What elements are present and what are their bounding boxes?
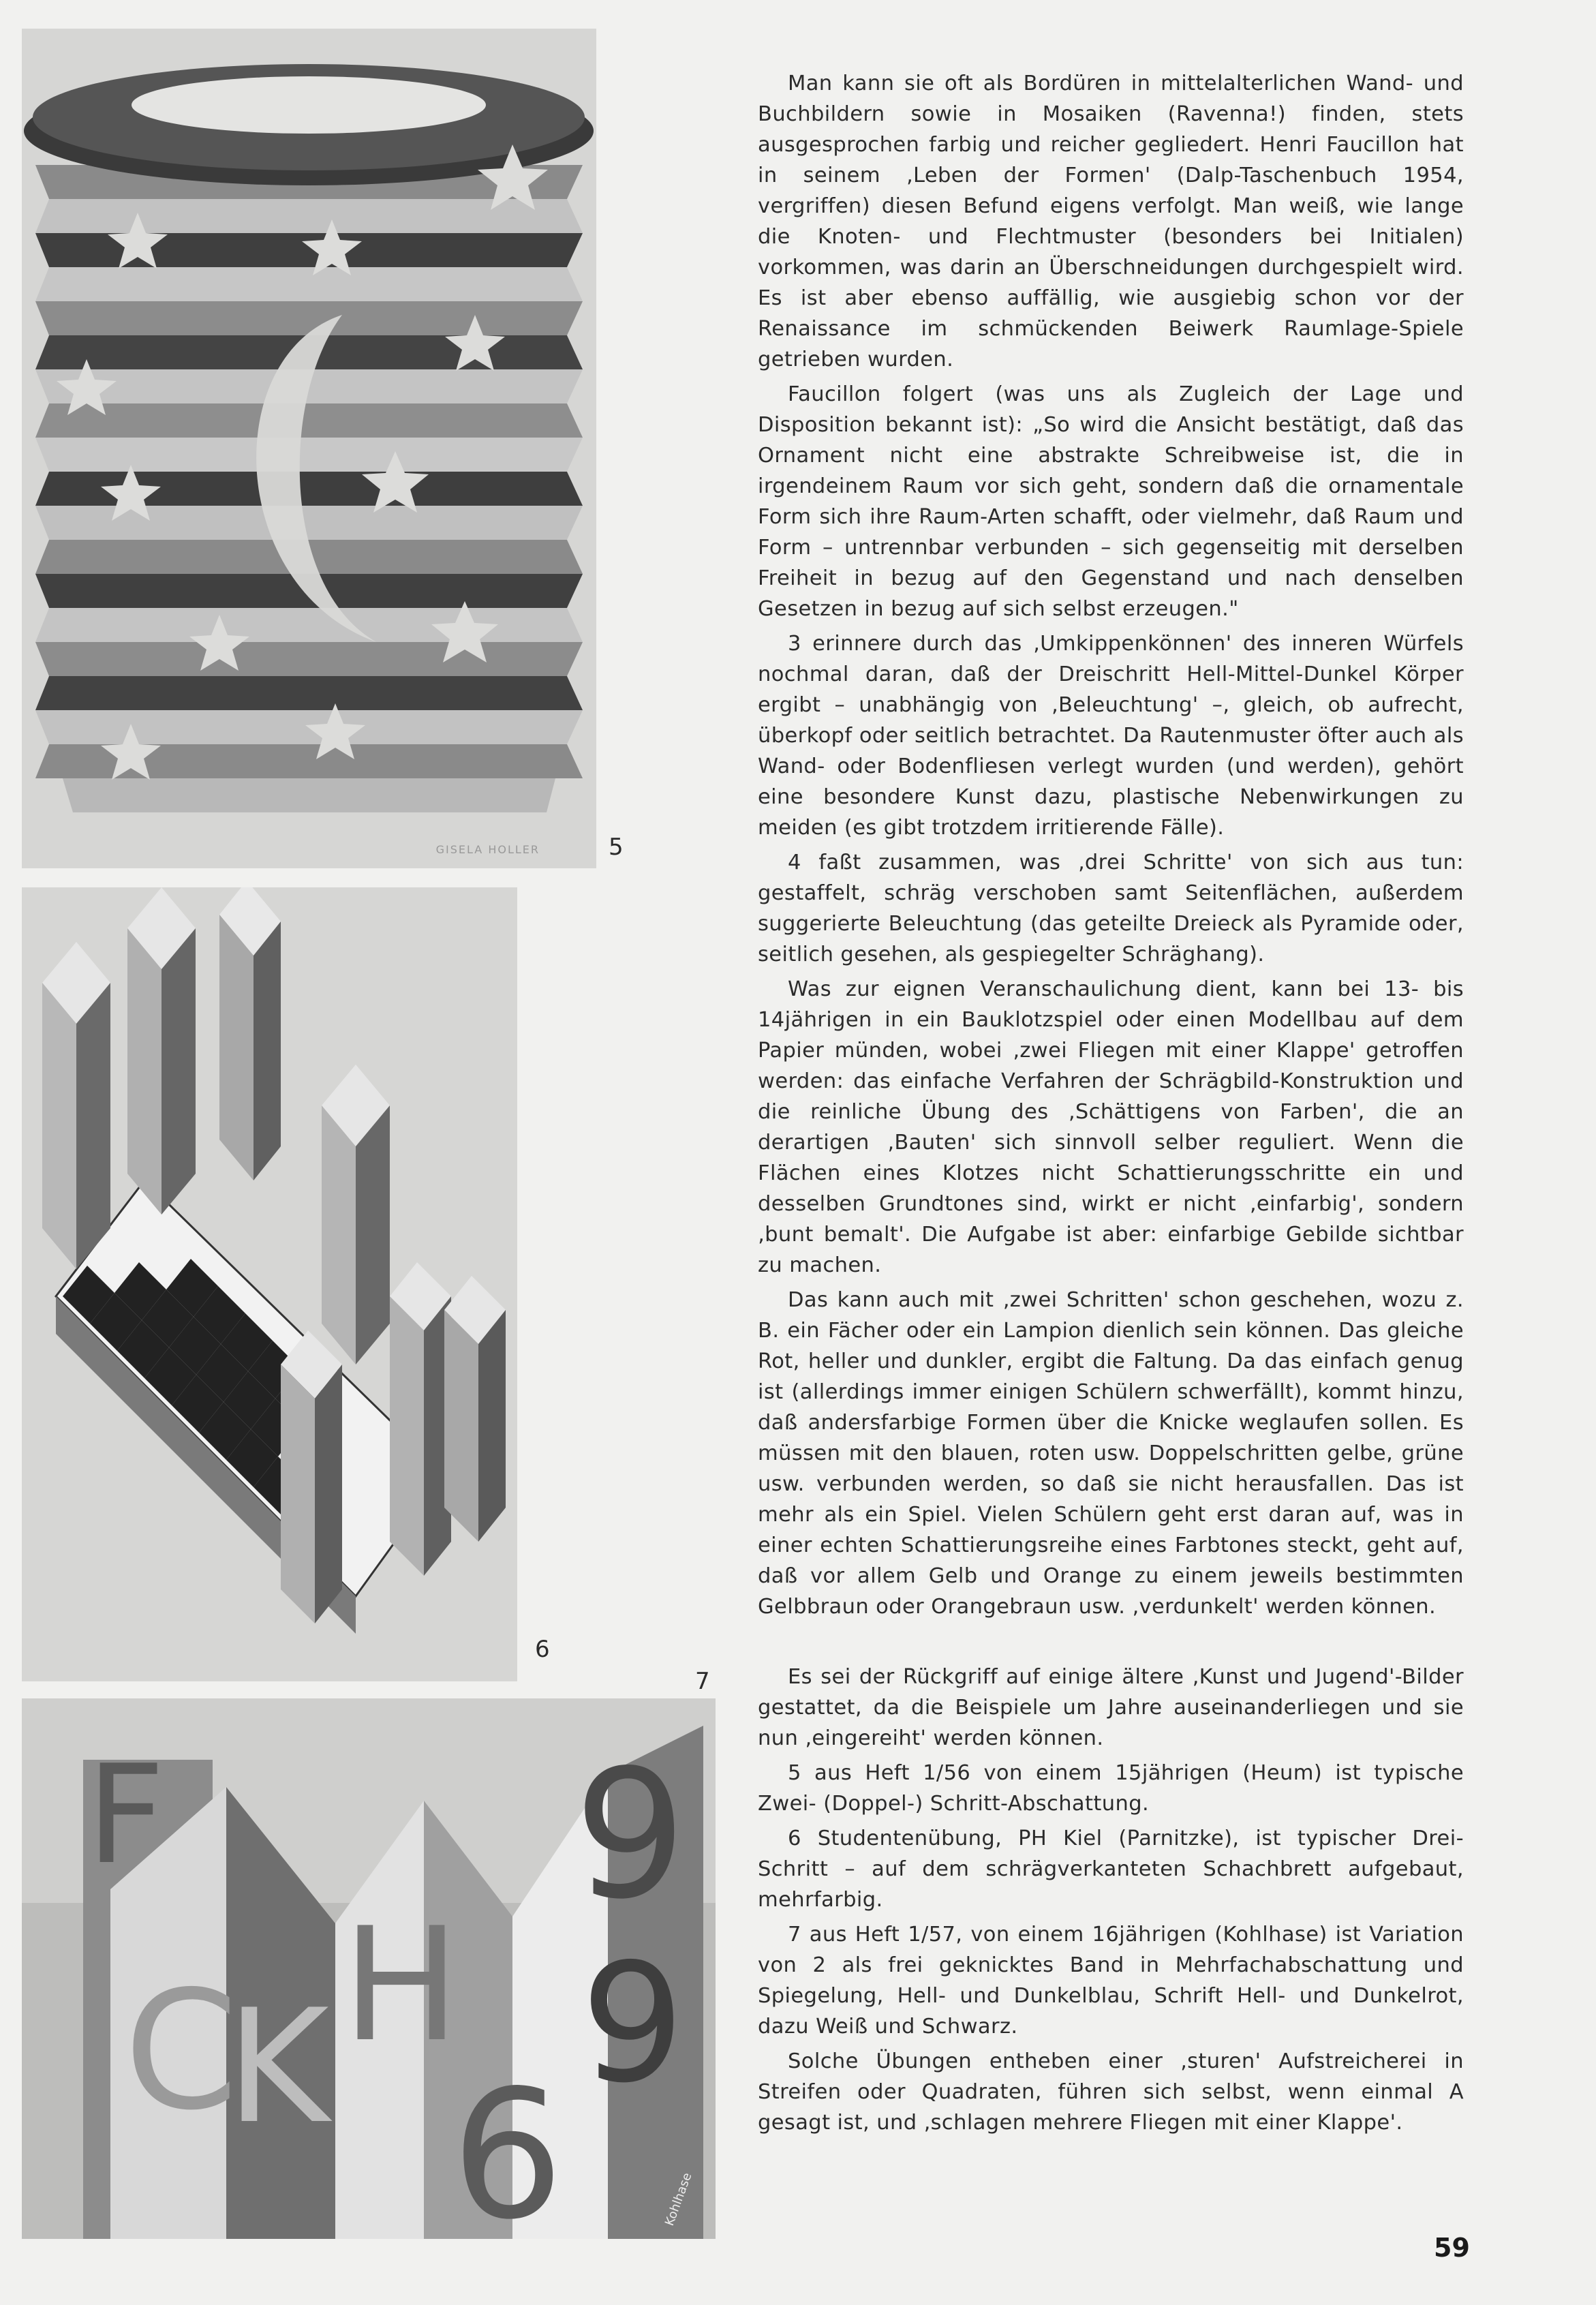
letter-h: H xyxy=(342,1895,460,2077)
checkerboard-illustration xyxy=(22,887,517,1681)
figure-6-number: 6 xyxy=(535,1636,550,1663)
figure-5-lampion xyxy=(22,29,596,868)
paragraph-11: Solche Übungen entheben einer ‚sturen' Aufstreicherei in Streifen oder Quadraten, führen sich selbst, wenn einmal A gesagt ist, und ‚schlagen mehrere Fliegen mit einer Klappe'. xyxy=(758,2049,1464,2135)
letter-k: K xyxy=(226,1976,329,2158)
paragraph-9: 6 Studentenübung, PH Kiel (Parnitzke), ist typischer Drei-Schritt – auf dem schrägverkanteten Schachbrett aufgebaut, mehrfarbig. xyxy=(758,1827,1464,1912)
figure-5-signature: GISELA HOLLER xyxy=(435,843,540,856)
digit-6: 6 xyxy=(451,2053,564,2239)
figure-7-signature: Kohlhase xyxy=(662,2171,695,2228)
page-number: 59 xyxy=(1434,2233,1470,2263)
body-text-column xyxy=(758,68,1464,2142)
paragraph-8: 5 aus Heft 1/56 von einem 15jährigen (Heum) ist typische Zwei- (Doppel-) Schritt-Abschattung. xyxy=(758,1761,1464,1816)
figure-7-letter-band xyxy=(22,1698,716,2239)
paragraph-5: Was zur eignen Veranschaulichung dient, kann bei 13- bis 14jährigen in ein Bauklotzspiel oder einen Modellbau auf dem Papier münden, wobei ‚zwei Fliegen mit einer Klappe' getroffen werden: das einfache Verfahren der Schrägbild-Konstruktion und die reinliche Übung des ‚Schättigens von Farben', die an derartigen ‚Bauten' sich sinnvoll selber reguliert. Wenn die Flächen eines Klotzes nicht Schattierungsschritte ein und desselben Grundtones sind, wirkt er nicht ‚einfarbig', sondern ‚bunt bemalt'. Die Aufgabe ist aber: einfarbige Gebilde sichtbar zu machen. xyxy=(758,977,1464,1277)
lampion-illustration xyxy=(22,29,596,868)
figure-7-number: 7 xyxy=(695,1668,710,1695)
paragraph-3: 3 erinnere durch das ‚Umkippenkönnen' des inneren Würfels nochmal daran, daß der Dreischritt Hell-Mittel-Dunkel Körper ergibt – unabhängig von ‚Beleuchtung' –, gleich, ob aufrecht, überkopf oder seitlich betrachtet. Da Rautenmuster öfter auch als Wand- oder Bodenfliesen verlegt wurden (und werden), gehört eine besondere Kunst dazu, plastische Nebenwirkungen zu meiden (es gibt trotzdem irritierende Fälle). xyxy=(758,632,1464,840)
paragraph-7: Es sei der Rückgriff auf einige ältere ‚Kunst und Jugend'-Bilder gestattet, da die Beispiele um Jahre auseinanderliegen und sie nun ‚eingereiht' werden können. xyxy=(758,1665,1464,1750)
paragraph-6: Das kann auch mit ‚zwei Schritten' schon geschehen, wozu z. B. ein Fächer oder ein Lampion dienlich sein können. Das gleiche Rot, heller und dunkler, ergibt die Faltung. Da das einfach genug ist (allerdings immer einigen Schülern schwerfällt), kommt hinzu, daß andersfarbige Formen über die Knicke weglaufen sollen. Es müssen mit den blauen, roten usw. Doppelschritten gelbe, grüne usw. verbunden werden, so daß sie nicht herausfallen. Das ist mehr als ein Spiel. Vielen Schülern geht erst daran auf, was in einer echten Schattierungsreihe eines Farbtones steckt, geht auf, daß vor allem Gelb und Orange zu einem jeweils bestimmten Gelbbraun oder Orangebraun usw. ‚verdunkelt' werden können. xyxy=(758,1288,1464,1619)
letter-c: C xyxy=(124,1955,239,2146)
paragraph-gap xyxy=(758,1626,1464,1662)
paragraph-2: Faucillon folgert (was uns als Zugleich der Lage und Disposition bekannt ist): „So wird die Ansicht bestätigt, daß das Ornament nicht eine abstrakte Schreibweise ist, die in irgendeinem Raum vor sich geht, sondern daß die ornamentale Form sich ihre Raum-Arten schafft, oder vielmehr, daß Raum und Form – untrennbar verbunden – sich gegenseitig mit derselben Freiheit in bezug auf den Gegenstand und nach denselben Gesetzen in bezug auf sich selbst erzeugen." xyxy=(758,382,1464,621)
letter-f: F xyxy=(87,1736,166,1895)
paragraph-4: 4 faßt zusammen, was ‚drei Schritte' von sich aus tun: gestaffelt, schräg verschoben samt Seitenflächen, außerdem suggerierte Beleuchtung (das geteilte Dreieck als Pyramide oder, seitlich gesehen, als gespiegelter Schräghang). xyxy=(758,851,1464,966)
digit-9-bottom: 9 xyxy=(581,1928,685,2119)
figure-5-number: 5 xyxy=(609,834,624,861)
paragraph-1: Man kann sie oft als Bordüren in mittelalterlichen Wand- und Buchbildern sowie in Mosaiken (Ravenna!) finden, stets ausgesprochen farbig und reicher gegliedert. Henri Faucillon hat in seinem ‚Leben der Formen' (Dalp-Taschenbuch 1954, vergriffen) diesen Befund eigens verfolgt. Man weiß, wie lange die Knoten- und Flechtmuster (besonders bei Initialen) vorkommen, was darin an Überschneidungen durchgespielt wird. Es ist aber ebenso auffällig, wie ausgiebig schon vor der Renaissance im schmückenden Beiwerk Raumlage-Spiele getrieben wurden. xyxy=(758,72,1464,371)
figure-6-checkerboard xyxy=(22,887,517,1681)
digit-9-top: 9 xyxy=(574,1732,687,1938)
letter-band-illustration xyxy=(22,1698,716,2239)
paragraph-10: 7 aus Heft 1/57, von einem 16jährigen (Kohlhase) ist Variation von 2 als frei geknicktes Band in Mehrfachabschattung und Spiegelung, Hell- und Dunkelblau, Schrift Hell- und Dunkelrot, dazu Weiß und Schwarz. xyxy=(758,1923,1464,2039)
